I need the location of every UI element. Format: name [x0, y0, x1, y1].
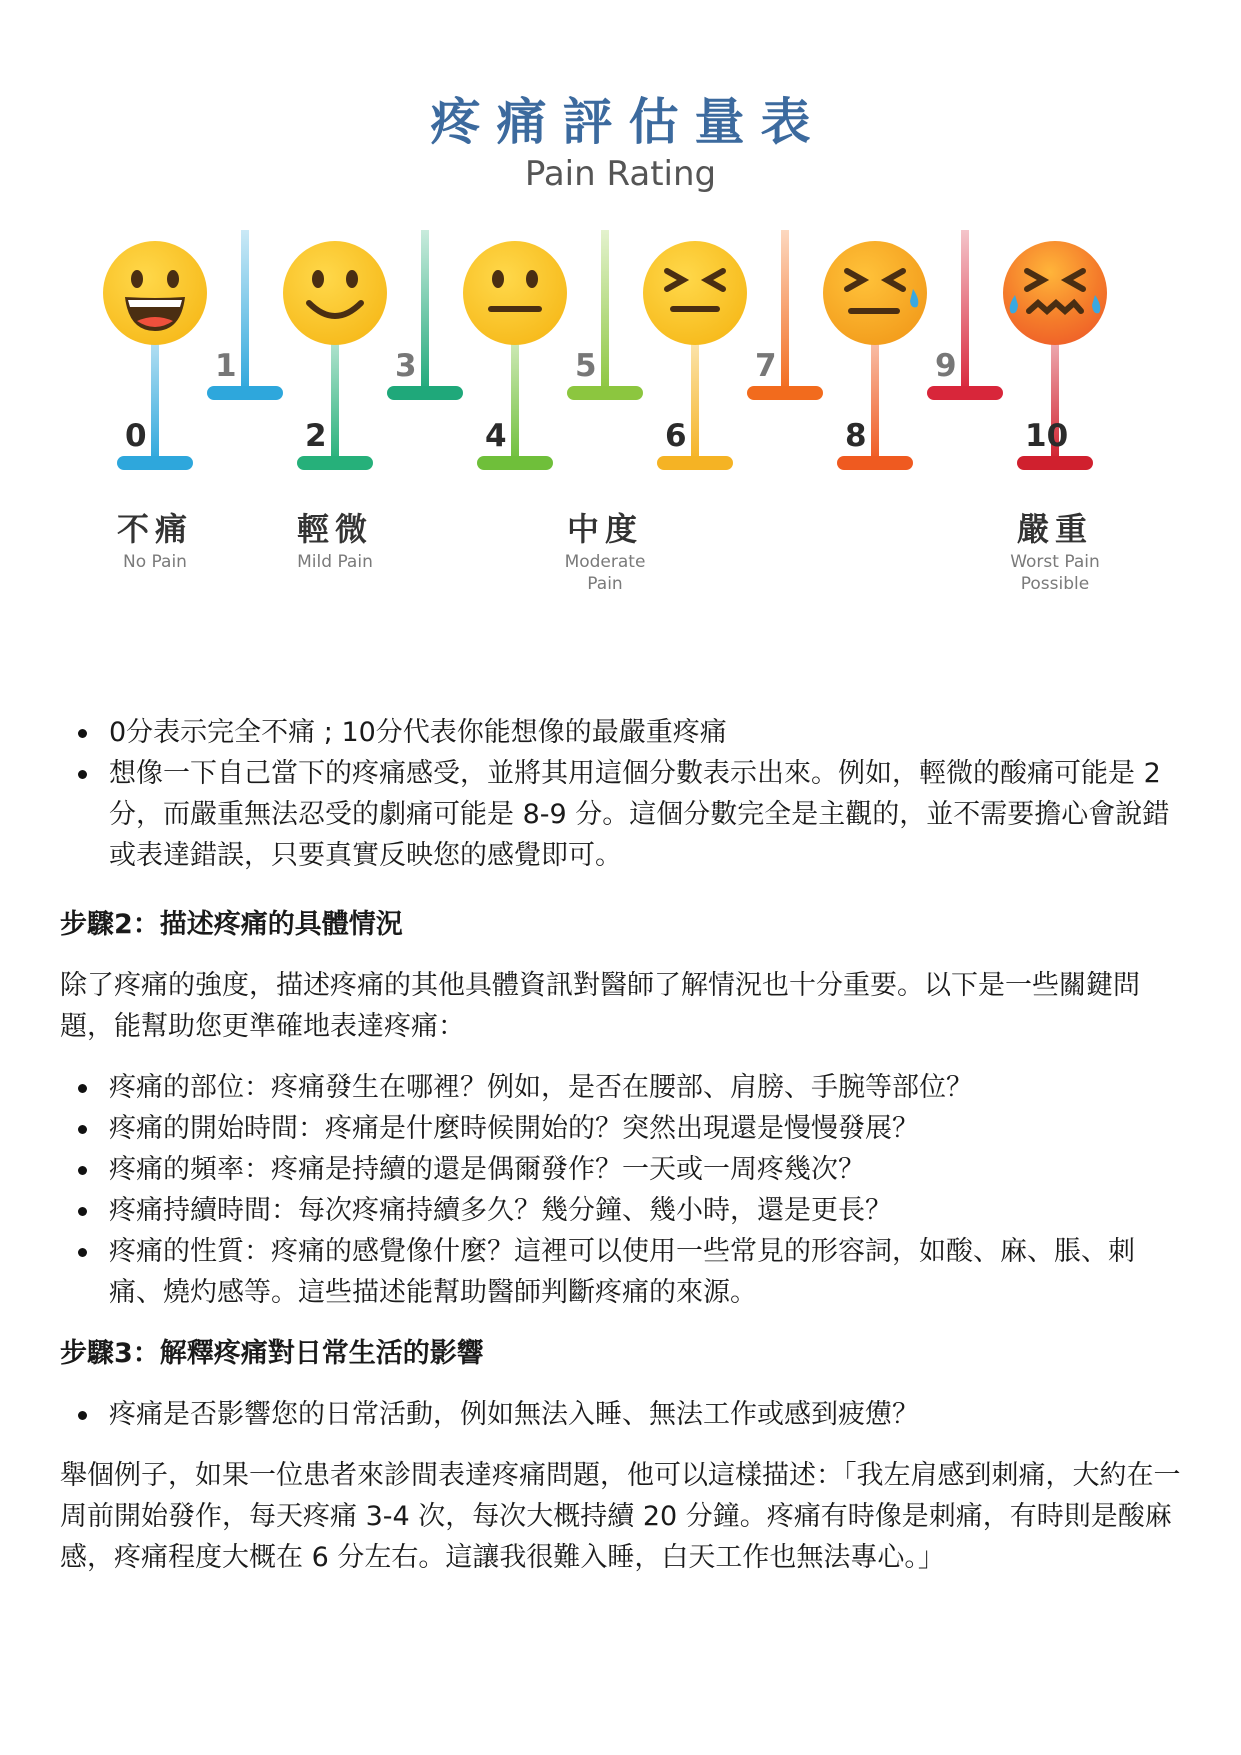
level-foot — [477, 456, 553, 470]
page-subtitle: Pain Rating — [524, 154, 717, 194]
level-number: 8 — [845, 418, 867, 454]
category-moderate — [565, 510, 646, 594]
level-stem — [241, 230, 249, 392]
article-body — [60, 712, 1185, 1578]
face-smiling-icon — [283, 241, 387, 345]
step3-bullet: 疼痛是否影響您的日常活動，例如無法入睡、無法工作或感到疲憊？ — [60, 1394, 1185, 1435]
category-severe — [1010, 510, 1100, 594]
category-label-en: Moderate — [564, 552, 646, 572]
face-crying-icon — [823, 241, 927, 345]
level-number: 10 — [1025, 418, 1069, 454]
scale-level-9 — [927, 230, 1003, 400]
step2-bullet: 疼痛持續時間：每次疼痛持續多久？幾分鐘、幾小時，還是更長？ — [60, 1190, 1185, 1231]
level-foot — [387, 386, 463, 400]
level-foot — [837, 456, 913, 470]
scale-level-1 — [207, 230, 283, 400]
level-foot — [207, 386, 283, 400]
step2-bullet: 疼痛的頻率：疼痛是持續的還是偶爾發作？一天或一周疼幾次？ — [60, 1149, 1185, 1190]
face-laughing-icon — [103, 241, 207, 345]
intro-bullet: 0分表示完全不痛 ; 10分代表你能想像的最嚴重疼痛 — [60, 712, 1185, 753]
step2-bullet: 疼痛的性質：疼痛的感覺像什麼？這裡可以使用一些常見的形容詞，如酸、麻、脹、刺痛、燒灼感等。這些描述能幫助醫師判斷疼痛的來源。 — [60, 1231, 1185, 1313]
pain-rating-scale — [0, 230, 1241, 680]
category-label-zh: 不痛 — [116, 510, 194, 548]
level-number: 9 — [935, 348, 957, 384]
category-label-en: No Pain — [123, 552, 187, 572]
category-label-zh: 輕微 — [296, 510, 374, 548]
level-stem — [421, 230, 429, 392]
category-mild — [297, 510, 373, 572]
level-number: 2 — [305, 418, 327, 454]
level-foot — [747, 386, 823, 400]
level-foot — [117, 456, 193, 470]
category-label-zh: 嚴重 — [1016, 510, 1094, 548]
scale-level-5 — [567, 230, 643, 400]
level-foot — [297, 456, 373, 470]
page-title: 疼痛評估量表 — [430, 93, 827, 151]
face-agony-icon — [1003, 241, 1107, 345]
level-foot — [567, 386, 643, 400]
level-number: 0 — [125, 418, 147, 454]
category-label-en: Mild Pain — [297, 552, 373, 572]
level-number: 5 — [575, 348, 597, 384]
category-label-en: Pain — [587, 574, 623, 594]
step2-bullet: 疼痛的開始時間：疼痛是什麼時候開始的？突然出現還是慢慢發展？ — [60, 1108, 1185, 1149]
intro-bullet: 想像一下自己當下的疼痛感受，並將其用這個分數表示出來。例如，輕微的酸痛可能是 2 分，而嚴重無法忍受的劇痛可能是 8-9 分。這個分數完全是主觀的，並不需要擔心會說錯或表達錯誤，只要真實反映您的感覺即可。 — [60, 753, 1185, 876]
level-number: 6 — [665, 418, 687, 454]
level-number: 1 — [215, 348, 237, 384]
step2-bullet: 疼痛的部位：疼痛發生在哪裡？例如，是否在腰部、肩膀、手腕等部位？ — [60, 1067, 1185, 1108]
scale-levels — [117, 230, 1093, 470]
category-label-en: Worst Pain — [1010, 552, 1100, 572]
face-squinting-icon — [643, 241, 747, 345]
scale-level-7 — [747, 230, 823, 400]
title-block — [0, 92, 1241, 196]
level-number: 7 — [755, 348, 777, 384]
level-number: 4 — [485, 418, 507, 454]
level-foot — [657, 456, 733, 470]
example-paragraph: 舉個例子，如果一位患者來診間表達疼痛問題，他可以這樣描述：「我左肩感到刺痛，大約在一周前開始發作，每天疼痛 3-4 次，每次大概持續 20 分鐘。疼痛有時像是刺痛，有時則是酸麻感，疼痛程度大概在 6 分左右。這讓我很難入睡，白天工作也無法專心。」 — [60, 1460, 1181, 1573]
level-stem — [601, 230, 609, 392]
level-number: 3 — [395, 348, 417, 384]
level-stem — [781, 230, 789, 392]
step2-bullet-list — [60, 1067, 1185, 1313]
intro-bullet-list — [60, 712, 1185, 876]
scale-level-3 — [387, 230, 463, 400]
step3-bullet-list — [60, 1394, 1185, 1435]
category-label-zh: 中度 — [566, 510, 644, 548]
level-stem — [961, 230, 969, 392]
category-label-en: Possible — [1020, 574, 1090, 594]
level-foot — [927, 386, 1003, 400]
step2-heading: 步驟2：描述疼痛的具體情況 — [60, 909, 403, 940]
step3-heading: 步驟3：解釋疼痛對日常生活的影響 — [60, 1338, 484, 1369]
step2-intro: 除了疼痛的強度，描述疼痛的其他具體資訊對醫師了解情況也十分重要。以下是一些關鍵問題，能幫助您更準確地表達疼痛： — [60, 970, 1140, 1042]
face-neutral-icon — [463, 241, 567, 345]
scale-categories — [117, 510, 1100, 594]
category-no-pain — [117, 510, 193, 572]
level-foot — [1017, 456, 1093, 470]
